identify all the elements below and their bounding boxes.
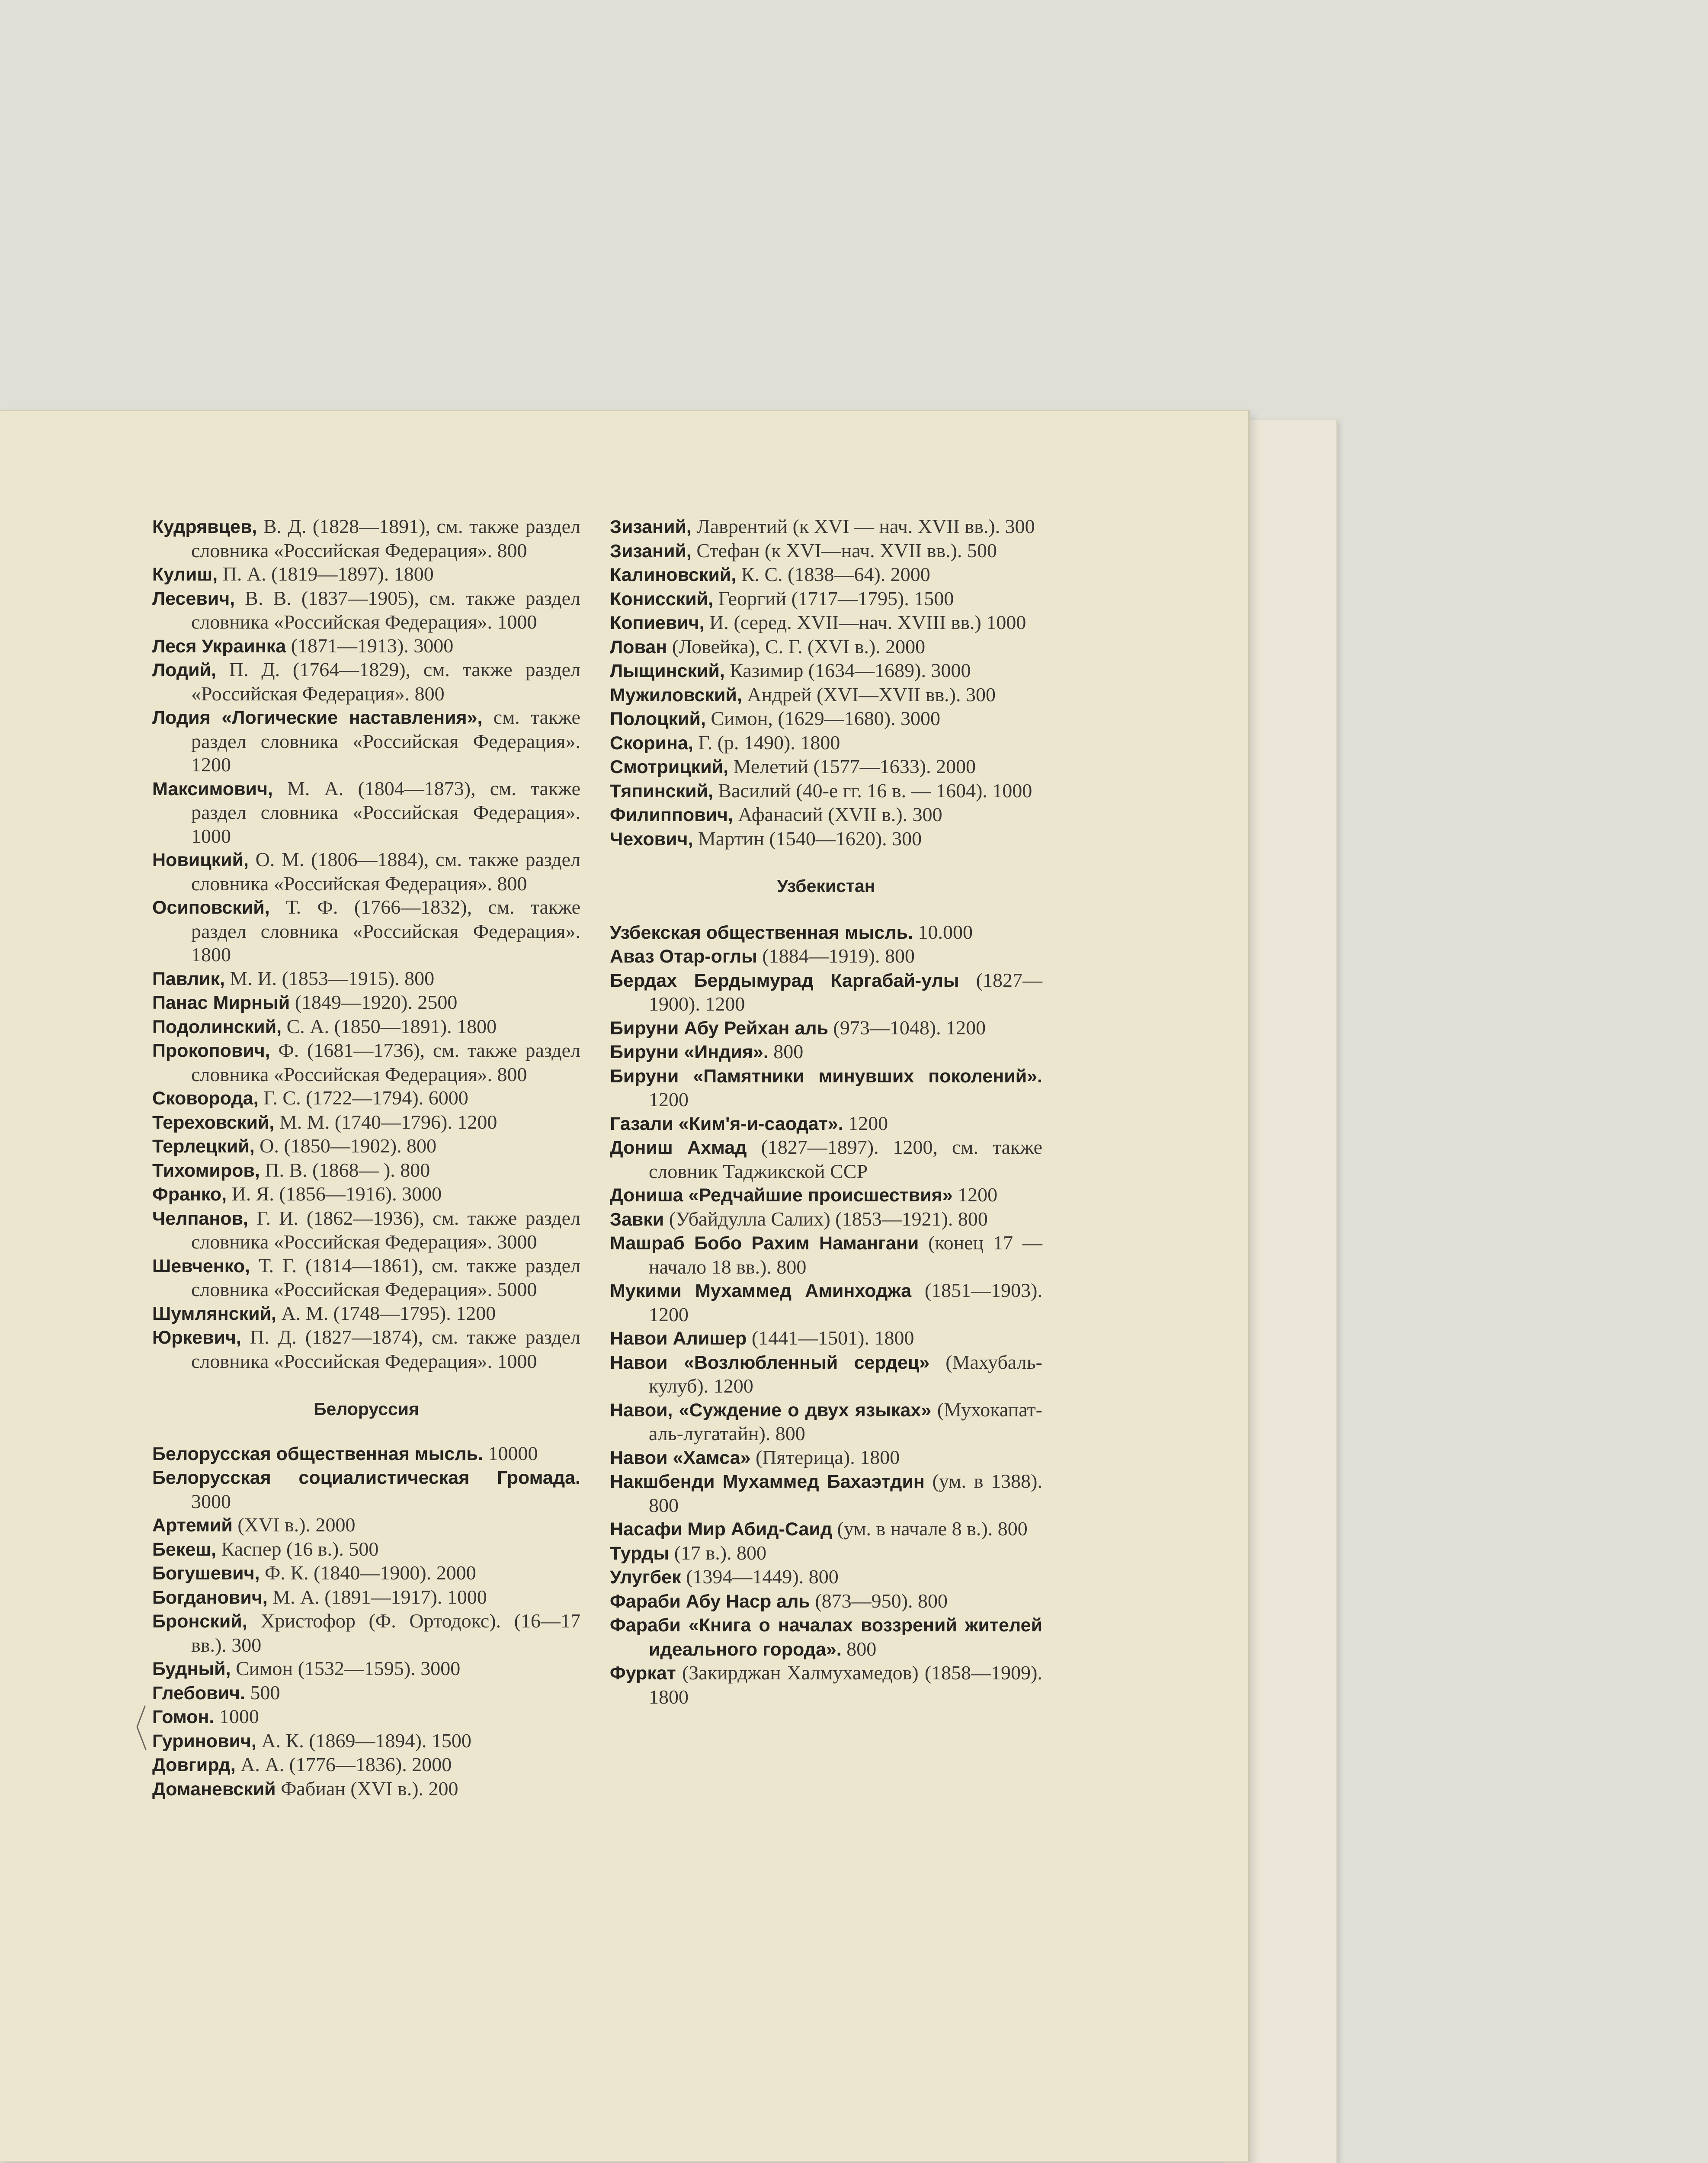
entry-details: (конец 17 — начало 18 вв.). 800 [649,1232,1042,1278]
index-entry [152,587,580,634]
index-entry [610,1326,1042,1351]
document-page [0,410,1250,2162]
index-entry [610,587,1042,611]
index-entry [610,683,1042,707]
entry-name: Прокопович, [152,1040,270,1061]
entry-details: М. А. (1891—1917). 1000 [267,1585,487,1608]
index-entry [152,515,580,562]
index-entry [610,1064,1042,1112]
index-entry [610,1231,1042,1279]
entry-details: Георгий (1717—1795). 1500 [713,587,954,610]
index-entry [152,1182,580,1207]
entry-details: (ум. в начале 8 в.). 800 [832,1518,1028,1540]
entry-name: Турды [610,1543,670,1564]
entry-name: Артемий [152,1515,233,1536]
entry-details: 10.000 [913,921,973,943]
entry-name: Белорусская общественная мысль. [152,1443,483,1464]
entry-details: (873—950). 800 [810,1589,948,1612]
entry-name: Богданович, [152,1587,268,1608]
entry-details: Т. Г. (1814—1861), см. также раздел словника «Российская Федерация». 5000 [191,1254,580,1300]
entry-details: Ф. (1681—1736), см. также раздел словника «Российская Федерация». 800 [191,1039,580,1085]
entry-name: Гуринович, [152,1730,256,1752]
entry-name: Конисский, [610,588,714,610]
entry-name: Фараби «Книга о началах воззрений жителей идеального города». [610,1615,1042,1660]
entry-name: Осиповский, [152,897,270,918]
index-entry [152,1681,580,1705]
index-entry [610,944,1042,969]
entry-details: Г. С. (1722—1794). 6000 [258,1087,468,1109]
entry-list-belorussia [152,1442,580,1801]
entry-list-uzbekistan [610,921,1042,1709]
entry-details: 3000 [191,1490,231,1512]
index-entry [610,1446,1042,1470]
index-entry [152,1134,580,1159]
index-entry [610,1517,1042,1541]
entry-details: (1441—1501). 1800 [747,1327,914,1349]
index-entry [610,539,1042,563]
entry-details: О. (1850—1902). 800 [254,1135,437,1157]
entry-details: (1827—1900). 1200 [649,969,1042,1015]
entry-name: Бронский, [152,1611,247,1632]
index-entry [152,1513,580,1537]
entry-name: Навои «Возлюбленный сердец» [610,1352,930,1373]
entry-details: И. (серед. XVII—нач. XVIII вв.) 1000 [704,611,1026,633]
index-entry [610,921,1042,945]
entry-details: Казимир (1634—1689). 3000 [724,659,971,681]
index-entry [610,1470,1042,1517]
entry-details: М. А. (1804—1873), см. также раздел словника «Российская Федерация». 1000 [191,777,580,847]
entry-name: Тихомиров, [152,1160,260,1181]
entry-name: Зизаний, [610,517,692,537]
entry-name: Завки [610,1209,664,1230]
index-entry [610,755,1042,779]
index-entry [152,562,580,587]
entry-details: С. А. (1850—1891). 1800 [282,1015,497,1037]
left-column [152,515,580,1801]
entry-details: (Ловейка), С. Г. (XVI в.). 2000 [667,635,926,658]
entry-details: А. К. (1869—1894). 1500 [256,1729,471,1752]
entry-details: Г. (р. 1490). 1800 [693,731,840,754]
entry-name: Юркевич, [152,1327,241,1348]
entry-details: А. М. (1748—1795). 1200 [276,1302,496,1324]
entry-details: (ум. в 1388). 800 [649,1470,1042,1516]
entry-name: Лодия «Логические наставления», [152,707,483,728]
index-entry [152,1585,580,1610]
entry-details: Мартин (1540—1620). 300 [693,827,922,850]
entry-name: Лодий, [152,660,216,680]
right-column [610,515,1042,1709]
entry-name: Леся Украинка [152,635,286,657]
entry-name: Дониш Ахмад [610,1137,747,1158]
entry-name: Бируни Абу Рейхан аль [610,1017,829,1039]
index-entry [152,1086,580,1110]
index-entry [152,895,580,967]
index-entry [610,635,1042,659]
entry-details: (1851—1903). 1200 [649,1279,1043,1325]
index-entry [152,1159,580,1183]
entry-details: (Убайдулла Салих) (1853—1921). 800 [664,1207,988,1230]
index-entry [610,1136,1042,1183]
entry-details: (17 в.). 800 [669,1541,767,1564]
entry-name: Тереховский, [152,1112,275,1133]
entry-details: (1394—1449). 800 [681,1566,839,1588]
index-entry [610,827,1042,851]
entry-name: Шевченко, [152,1255,250,1277]
entry-name: Новицкий, [152,850,249,870]
index-entry [152,777,580,848]
entry-name: Полоцкий, [610,709,706,729]
index-entry [610,611,1042,635]
entry-name: Навои «Хамса» [610,1447,751,1468]
entry-name: Шумлянский, [152,1303,276,1324]
index-entry [152,1015,580,1039]
entry-name: Максимович, [152,778,273,799]
index-entry [152,1657,580,1681]
entry-name: Бируни «Индия». [610,1042,769,1062]
index-entry [610,1183,1042,1207]
entry-details: 800 [841,1637,877,1660]
entry-name: Довгирд, [152,1755,236,1775]
entry-name: Фараби Абу Наср аль [610,1591,810,1612]
entry-details: 1200 [649,1088,689,1110]
index-entry [610,563,1042,587]
index-entry [610,1661,1042,1709]
entry-details: В. Д. (1828—1891), см. также раздел словника «Российская Федерация». 800 [191,515,580,562]
entry-details: 10000 [483,1442,538,1464]
entry-details: И. Я. (1856—1916). 3000 [227,1183,442,1205]
entry-name: Скорина, [610,732,693,754]
index-entry [610,659,1042,683]
entry-name: Бердах Бердымурад Каргабай-улы [610,970,959,991]
entry-name: Глебович. [152,1682,245,1704]
index-entry [152,1561,580,1585]
entry-details: (Пятерица). 1800 [750,1446,900,1468]
index-entry [152,1207,580,1254]
entry-name: Фуркат [610,1663,676,1684]
entry-details: см. также раздел словника «Российская Федерация». 1200 [191,706,580,776]
entry-details: М. М. (1740—1796). 1200 [274,1110,497,1133]
entry-details: (973—1048). 1200 [828,1016,986,1039]
entry-name: Павлик, [152,968,225,989]
section-heading-uzbekistan: Узбекистан [777,876,875,896]
index-entry [610,1112,1042,1136]
index-entry [152,848,580,895]
entry-details: Г. И. (1862—1936), см. также раздел словника «Российская Федерация». 3000 [191,1207,580,1253]
index-entry [152,991,580,1015]
index-entry [610,1398,1042,1446]
index-entry [152,1039,580,1086]
index-entry [610,731,1042,755]
entry-name: Узбекская общественная мысль. [610,922,913,943]
entry-name: Богушевич, [152,1563,260,1584]
entry-details: Христофор (Ф. Ортодокс). (16—17 вв.). 300 [191,1610,580,1656]
index-entry [152,1609,580,1657]
entry-name: Зизаний, [610,540,692,562]
entry-details: Ф. К. (1840—1900). 2000 [260,1562,476,1584]
entry-name: Лесевич, [152,588,235,609]
entry-name: Терлецкий, [152,1136,255,1157]
entry-name: Насафи Мир Абид-Саид [610,1519,833,1540]
entry-details: П. Д. (1764—1829), см. также раздел «Российская Федерация». 800 [191,658,580,705]
index-entry [152,967,580,991]
entry-details: (1871—1913). 3000 [286,634,454,657]
entry-name: Улугбек [610,1567,681,1588]
entry-details: Стефан (к XVI—нач. XVII вв.). 500 [691,539,997,562]
index-entry [610,1016,1042,1040]
index-entry [610,1613,1042,1661]
entry-details: 500 [245,1681,280,1704]
entry-list-belorussia-cont [610,515,1042,851]
entry-name: Машраб Бобо Рахим Намангани [610,1233,919,1254]
entry-name: Сковорода, [152,1088,259,1109]
index-entry [152,1466,580,1513]
index-entry [152,1302,580,1326]
index-entry [152,706,580,777]
entry-details: Мелетий (1577—1633). 2000 [728,755,976,777]
entry-name: Смотрицкий, [610,757,729,777]
index-entry [610,1541,1042,1566]
index-entry [610,779,1042,803]
entry-name: Доманевский [152,1778,276,1800]
entry-details: (1884—1919). 800 [757,945,915,967]
entry-name: Филиппович, [610,805,733,825]
entry-details: П. А. (1819—1897). 1800 [218,563,434,585]
entry-name: Кудрявцев, [152,517,257,537]
index-entry [152,1110,580,1135]
entry-name: Панас Мирный [152,992,290,1013]
entry-name: Калиновский, [610,565,737,585]
index-entry [610,1565,1042,1589]
index-entry [610,1589,1042,1614]
entry-details: Каспер (16 в.). 500 [216,1537,379,1560]
entry-details: 1000 [214,1705,259,1727]
entry-name: Газали «Ким'я-и-саодат». [610,1113,843,1134]
entry-details: (XVI в.). 2000 [232,1514,356,1536]
entry-details: К. С. (1838—64). 2000 [736,563,930,585]
entry-name: Будный, [152,1659,231,1679]
entry-details: П. В. (1868— ). 800 [260,1159,430,1181]
section-heading-belorussia: Белоруссия [314,1399,419,1419]
entry-details: 1200 [952,1184,998,1206]
entry-details: 800 [768,1040,804,1062]
entry-name: Гомон. [152,1707,215,1727]
index-entry [610,1279,1042,1326]
entry-name: Челпанов, [152,1208,248,1229]
index-entry [152,658,580,706]
entry-details: (Махубаль-кулуб). 1200 [649,1351,1042,1397]
pencil-margin-mark [132,1704,149,1752]
entry-name: Лыщинский, [610,661,725,681]
entry-name: Тяпинский, [610,780,713,802]
index-entry [610,1207,1042,1232]
entry-details: (Мухокапат-аль-лугатайн). 800 [649,1398,1042,1444]
entry-name: Франко, [152,1184,227,1205]
entry-name: Бируни «Памятники минувших поколений». [610,1065,1042,1087]
entry-name: Накшбенди Мухаммед Бахаэтдин [610,1471,925,1492]
entry-details: М. И. (1853—1915). 800 [224,967,435,989]
entry-list-ukraine [152,515,580,1373]
index-entry [610,1351,1042,1398]
index-entry [610,515,1042,539]
entry-name: Дониша «Редчайшие происшествия» [610,1185,953,1206]
entry-details: А. А. (1776—1836). 2000 [235,1753,452,1775]
entry-details: Василий (40-е гг. 16 в. — 1604). 1000 [713,779,1032,802]
entry-name: Кулиш, [152,564,218,585]
index-entry [152,1442,580,1466]
entry-name: Лован [610,636,667,658]
entry-details: В. В. (1837—1905), см. также раздел словника «Российская Федерация». 1000 [191,587,580,633]
index-entry [610,969,1042,1016]
entry-details: 1200 [843,1112,888,1134]
entry-name: Мукими Мухаммед Аминходжа [610,1280,912,1301]
entry-name: Подолинский, [152,1016,282,1037]
index-entry [152,634,580,658]
entry-name: Белорусская социалистическая Громада. [152,1467,580,1488]
entry-name: Копиевич, [610,613,705,633]
entry-details: П. Д. (1827—1874), см. также раздел словника «Российская Федерация». 1000 [191,1326,580,1372]
entry-name: Навои Алишер [610,1328,747,1349]
entry-details: Симон (1532—1595). 3000 [231,1657,461,1679]
index-entry [152,1729,580,1753]
entry-details: (1849—1920). 2500 [290,991,458,1013]
index-entry [610,803,1042,827]
index-entry [152,1254,580,1302]
entry-details: Лаврентий (к XVI — нач. XVII вв.). 300 [691,515,1035,537]
index-entry [152,1705,580,1729]
index-entry [152,1777,580,1801]
entry-name: Чехович, [610,828,693,850]
entry-details: Симон, (1629—1680). 3000 [705,707,941,729]
index-entry [152,1325,580,1373]
index-entry [610,1040,1042,1064]
entry-details: (Закирджан Халмухамедов) (1858—1909). 1800 [649,1662,1042,1708]
index-entry [152,1537,580,1562]
entry-details: Т. Ф. (1766—1832), см. также раздел словника «Российская Федерация». 1800 [191,896,580,966]
entry-details: Афанасий (XVII в.). 300 [733,803,942,825]
index-entry [152,1753,580,1777]
entry-details: Андрей (XVI—XVII вв.). 300 [742,683,996,706]
entry-details: Фабиан (XVI в.). 200 [276,1777,458,1800]
entry-name: Аваз Отар-оглы [610,946,757,967]
entry-name: Мужиловский, [610,684,742,706]
index-entry [610,707,1042,731]
entry-name: Навои, «Суждение о двух языках» [610,1399,932,1421]
entry-name: Бекеш, [152,1539,217,1560]
entry-details: О. М. (1806—1884), см. также раздел словника «Российская Федерация». 800 [191,848,580,895]
entry-details: (1827—1897). 1200, см. также словник Таджикской ССР [649,1136,1042,1182]
